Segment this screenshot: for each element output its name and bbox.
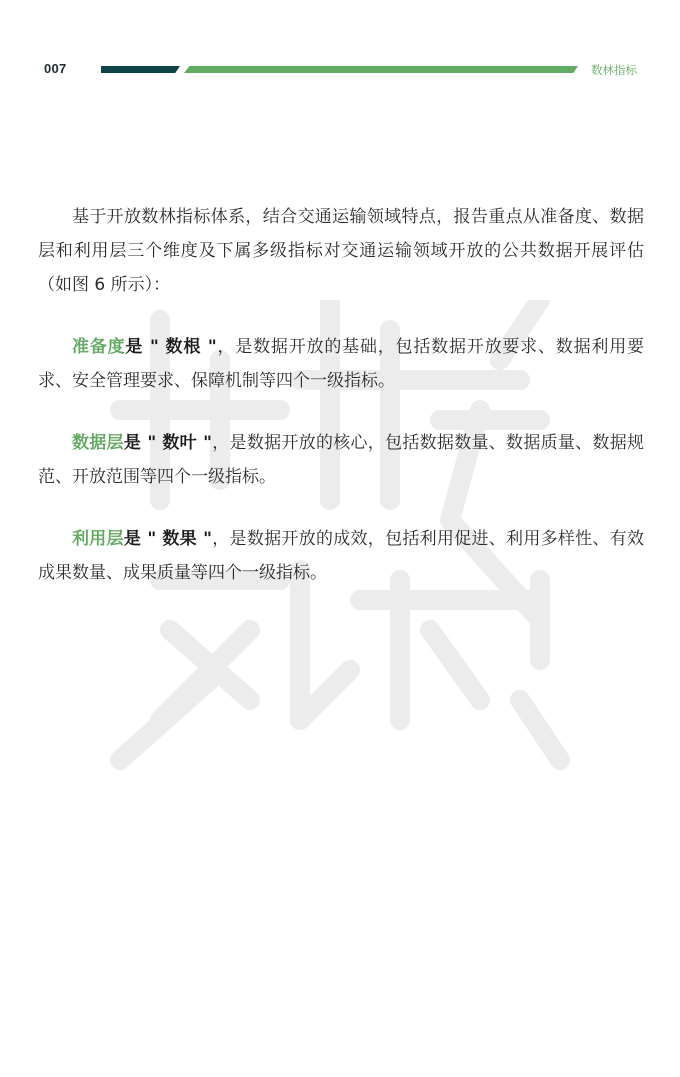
quote-data-layer: 是 " 数叶 " xyxy=(123,433,212,453)
quote-utilization-layer: 是 " 数果 " xyxy=(123,529,212,549)
intro-paragraph: 基于开放数林指标体系，结合交通运输领域特点，报告重点从准备度、数据层和利用层三个维度及下属多级指标对交通运输领域开放的公共数据开展评估（如图 6 所示）： xyxy=(38,207,644,295)
paragraph-readiness xyxy=(38,330,644,398)
paragraph-utilization-layer xyxy=(38,522,644,590)
header-bar-green xyxy=(184,66,578,73)
page-header xyxy=(0,0,680,100)
header-bar-dark xyxy=(101,66,180,73)
term-readiness: 准备度 xyxy=(72,337,126,357)
paragraph-data-layer xyxy=(38,426,644,494)
description-utilization-layer: ，是数据开放的成效，包括利用促进、利用多样性、有效成果数量、成果质量等四个一级指标。 xyxy=(38,529,644,583)
term-utilization-layer: 利用层 xyxy=(72,529,124,549)
main-content xyxy=(38,200,644,618)
description-readiness: ，是数据开放的基础，包括数据开放要求、数据利用要求、安全管理要求、保障机制等四个一级指标。 xyxy=(38,337,645,391)
page-number: 007 xyxy=(44,61,67,76)
quote-readiness: 是 " 数根 " xyxy=(125,337,217,357)
section-label: 数林指标 xyxy=(591,63,637,77)
term-data-layer: 数据层 xyxy=(72,433,124,453)
description-data-layer: ，是数据开放的核心，包括数据数量、数据质量、数据规范、开放范围等四个一级指标。 xyxy=(38,433,644,487)
